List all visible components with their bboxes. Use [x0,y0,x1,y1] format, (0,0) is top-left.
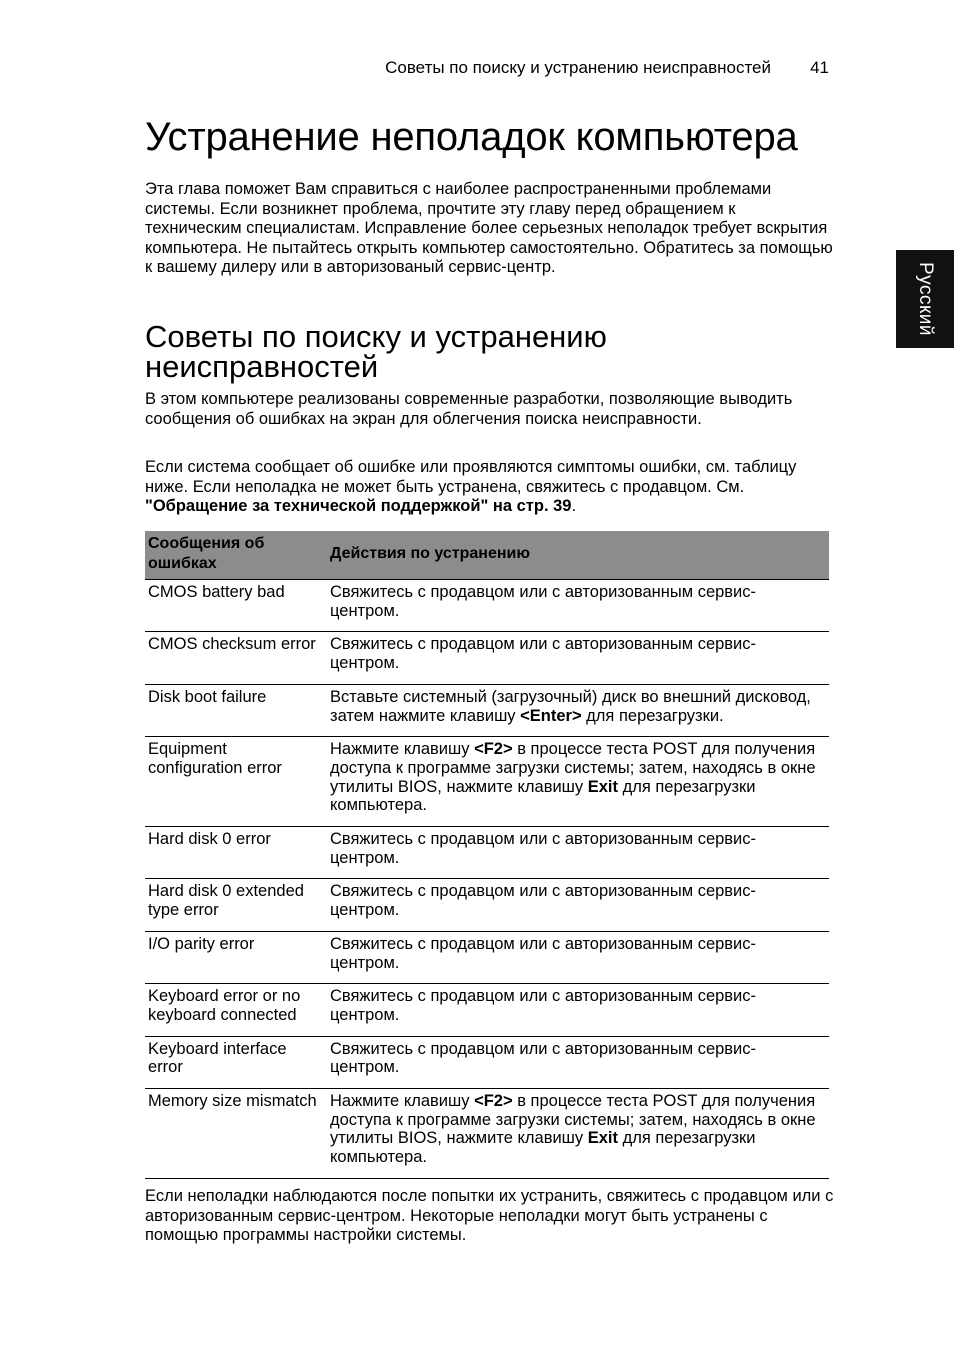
page-number: 41 [810,58,829,77]
table-row [145,827,829,879]
table-row [145,684,829,736]
table-row [145,580,829,632]
key-name: Exit [587,1129,619,1148]
action-cell: Свяжитесь с продавцом или с авторизованным сервис-центром. [327,580,829,632]
action-cell [327,1089,829,1179]
error-message-cell: Memory size mismatch [145,1089,327,1179]
error-message-cell: CMOS battery bad [145,580,327,632]
table-row [145,1036,829,1088]
section-paragraph-2-text: Если система сообщает об ошибке или проявляются симптомы ошибки, см. таблицу ниже. Если неполадка не может быть устранена, свяжитесь с продавцом. См. [145,458,797,496]
error-message-cell: I/O parity error [145,931,327,983]
action-cell: Свяжитесь с продавцом или с авторизованным сервис-центром. [327,1036,829,1088]
action-cell: Свяжитесь с продавцом или с авторизованным сервис-центром. [327,984,829,1036]
error-messages-table [145,531,829,1179]
action-text: Нажмите клавишу [330,740,475,759]
column-header-messages: Сообщения об ошибках [145,531,327,580]
error-message-cell: Keyboard error or no keyboard connected [145,984,327,1036]
action-text: в процессе теста POST для получения доступа к программе загрузки системы; затем, находясь в окне утилиты BIOS, нажмите клавишу [330,740,816,796]
action-text: Вставьте системный (загрузочный) диск во внешний дисковод, затем нажмите клавишу [330,687,811,725]
key-name: Exit [587,777,619,796]
table-row [145,632,829,684]
action-cell: Свяжитесь с продавцом или с авторизованным сервис-центром. [327,827,829,879]
section-paragraph-1: В этом компьютере реализованы современные разработки, позволяющие выводить сообщения об ошибках на экран для облегчения поиска неисправности. [145,390,793,428]
error-message-cell: Keyboard interface error [145,1036,327,1088]
page-header [145,58,829,80]
column-header-actions: Действия по устранению [327,531,829,580]
language-tab [896,250,954,348]
cross-reference-link[interactable]: "Обращение за технической поддержкой" на стр. 39 [145,497,572,515]
action-text: для перезагрузки компьютера. [330,777,756,815]
language-tab-label: Русский [915,262,936,336]
table-row [145,1089,829,1179]
header-title: Советы по поиску и устранению неисправностей [385,58,771,77]
key-name: <F2> [474,1092,513,1111]
action-cell: Свяжитесь с продавцом или с авторизованным сервис-центром. [327,879,829,931]
action-cell: Свяжитесь с продавцом или с авторизованным сервис-центром. [327,931,829,983]
action-text: для перезагрузки компьютера. [330,1129,756,1167]
action-cell [327,684,829,736]
key-name: <Enter> [520,706,582,725]
section-paragraph-2 [145,458,835,517]
action-cell: Свяжитесь с продавцом или с авторизованным сервис-центром. [327,632,829,684]
section-title: Советы по поиску и устранению неисправностей [145,319,607,384]
footer-paragraph: Если неполадки наблюдаются после попытки их устранить, свяжитесь с продавцом или с авторизованным сервис-центром. Некоторые неполадки могут быть устранены с помощью программы настройки системы. [145,1187,834,1244]
section-paragraph-2-end: . [571,497,577,515]
table-row [145,879,829,931]
action-cell [327,737,829,827]
error-message-cell: Hard disk 0 error [145,827,327,879]
table-header-row [145,531,829,580]
page-title: Устранение неполадок компьютера [145,115,798,159]
key-name: <F2> [474,740,513,759]
action-text: для перезагрузки. [581,706,724,725]
table-row [145,984,829,1036]
action-text: в процессе теста POST для получения доступа к программе загрузки системы; затем, находясь в окне утилиты BIOS, нажмите клавишу [330,1092,816,1148]
table-row [145,931,829,983]
table-row [145,737,829,827]
intro-paragraph: Эта глава поможет Вам справиться с наиболее распространенными проблемами системы. Если возникнет проблема, прочтите эту главу перед обращением к техническим специалистам. Исправление более серьезных неполадок требует вскрытия компьютера. Не пытайтесь открыть компьютер самостоятельно. Обратитесь за помощью к вашему дилеру или в авторизованый сервис-центр. [145,180,833,276]
action-text: Нажмите клавишу [330,1092,475,1111]
error-message-cell: Equipment configuration error [145,737,327,827]
error-message-cell: Hard disk 0 extended type error [145,879,327,931]
error-message-cell: Disk boot failure [145,684,327,736]
error-message-cell: CMOS checksum error [145,632,327,684]
